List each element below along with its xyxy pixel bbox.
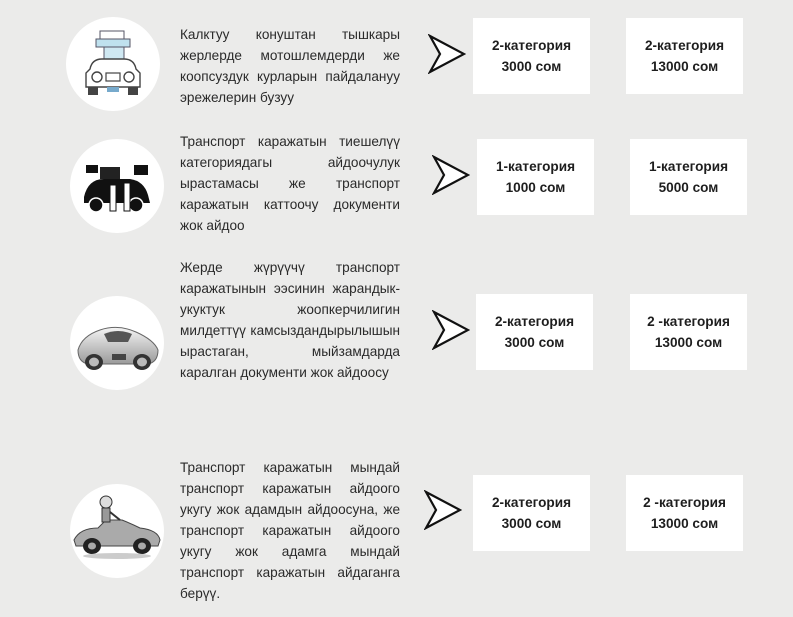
penalty-category: 2 -категория: [643, 495, 726, 510]
penalty-amount: 3000 сом: [501, 516, 562, 531]
penalty-category: 2-категория: [644, 38, 725, 53]
penalty-box-repeat: [626, 475, 743, 551]
car-with-luggage-icon: [66, 17, 160, 111]
violation-description: Транспорт каражатын мындай транспорт каражатын айдоого укугу жок адамдын айдоосуна, же транспорт каражатын айдоого укугу жок адамга мындай транспорт каражатын айдаганга берүү.: [180, 460, 400, 601]
penalty-amount: 13000 сом: [650, 516, 719, 531]
penalty-category: 2-категория: [491, 38, 572, 53]
cartoon-driver-car-icon: [70, 484, 164, 578]
penalty-category: 1-категория: [648, 159, 729, 174]
sports-car-icon: [70, 296, 164, 390]
penalty-category: 1-категория: [495, 159, 576, 174]
chevron-right-icon: [432, 155, 470, 195]
chevron-right-icon: [432, 310, 470, 350]
retro-car-people-icon: [70, 139, 164, 233]
penalty-box-first: [476, 294, 593, 370]
penalty-category: 2-категория: [494, 314, 575, 329]
violation-description: Жерде жүрүүчү транспорт каражатынын ээсинин жарандык-укуктук жоопкерчилигин милдеттүү камсыздандырылышын ырастаган, мыйзамдарда каралган документи жок айдоосу: [180, 260, 400, 380]
penalty-box-repeat: [626, 18, 743, 94]
violation-description: Калктуу конуштан тышкары жерлерде мотошлемдерди же коопсуздук курларын пайдалануу эрежелерин бузуу: [180, 27, 400, 105]
penalty-amount: 13000 сом: [654, 335, 723, 350]
penalty-box-repeat: [630, 294, 747, 370]
penalty-box-first: [477, 139, 594, 215]
penalty-amount: 13000 сом: [650, 59, 719, 74]
penalty-amount: 1000 сом: [505, 180, 566, 195]
penalty-box-first: [473, 18, 590, 94]
penalty-amount: 5000 сом: [658, 180, 719, 195]
penalty-category: 2-категория: [491, 495, 572, 510]
chevron-right-icon: [428, 34, 466, 74]
penalty-box-repeat: [630, 139, 747, 215]
penalty-category: 2 -категория: [647, 314, 730, 329]
penalty-amount: 3000 сом: [504, 335, 565, 350]
penalty-amount: 3000 сом: [501, 59, 562, 74]
violation-description: Транспорт каражатын тиешелүү категориядагы айдоочулук ырастамасы же транспорт каражатын каттоочу документи жок айдоо: [180, 134, 400, 233]
chevron-right-icon: [424, 490, 462, 530]
penalty-box-first: [473, 475, 590, 551]
